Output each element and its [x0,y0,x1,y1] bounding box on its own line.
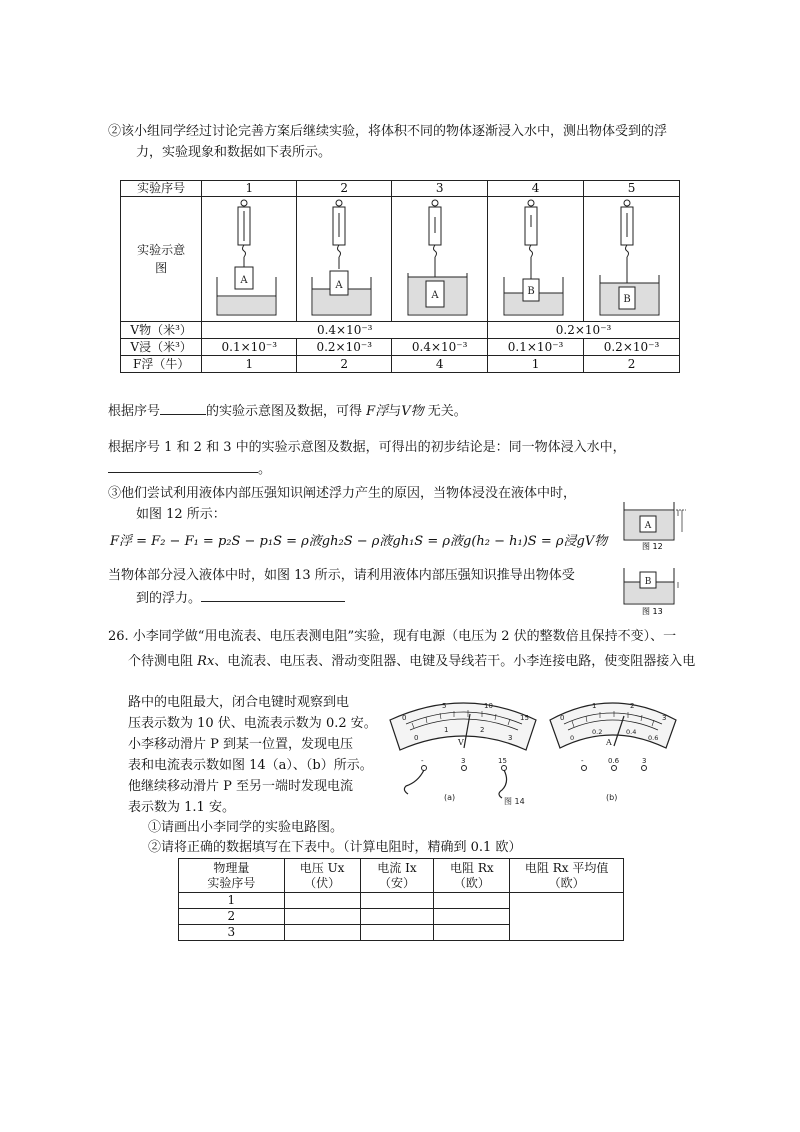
th-quantity-top: 物理量 [213,860,250,875]
line-a-suffix: 的实验示意图及数据，可得 [206,404,363,419]
experiment-diagram-5 [584,197,680,322]
q26-side-line-3: 小李移动滑片 P 到某一位置，发现电压 [128,737,354,752]
table-col-2: 2 [297,181,392,197]
cell-resistance-avg[interactable] [510,893,624,941]
vsub-3: 0.4×10⁻³ [392,339,488,356]
th-resistance-avg [510,859,624,893]
fig13-block-label: B [644,577,652,587]
voltmeter-terminal-3: 3 [461,757,466,765]
q25-para1-line1: ②该小组同学经过讨论完善方案后继续实验，将体积不同的物体逐渐浸入水中，测出物体受到的浮 [108,124,668,139]
q26-line2-b: 、电流表、电压表、滑动变阻器、电键及导线若干。小李连接电路，使变阻器接入电 [214,654,696,669]
th-resistance-top: 电阻 Rx [450,860,494,875]
experiment-diagram-4 [488,197,584,322]
th-voltage-top: 电压 Ux [299,860,345,875]
th-resistance [434,859,510,893]
vsub-1: 0.1×10⁻³ [202,339,297,356]
line-a-f: F浮 [366,404,389,419]
diagram-row-label [121,197,202,322]
f-3: 4 [392,356,488,373]
q25-para4-line2 [136,587,345,609]
cell-resistance-2[interactable] [434,909,510,925]
ammeter-inner-0-4: 0.4 [626,728,637,736]
resistance-data-table [178,858,624,941]
ammeter-inner-0: 0 [570,734,575,742]
voltmeter-outer-0: 0 [402,714,407,722]
experiment-diagram-2 [297,197,392,322]
row-f-label: F浮（牛） [121,356,202,373]
figure-14-meters [384,690,684,810]
ammeter-inner-0-6: 0.6 [648,734,659,742]
q25-line-b: 根据序号 1 和 2 和 3 中的实验示意图及数据，可得出的初步结论是：同一物体浸入水中， [108,440,626,455]
cell-voltage-1[interactable] [284,893,360,909]
q26-side-line-4: 表和电流表示数如图 14（a）、（b）所示。 [128,758,373,773]
block-label-2: A [335,280,343,291]
diagram-label-1: 实验示意 [137,243,186,257]
q26-line2-a: 个待测电阻 [128,654,194,669]
q25-line-a [108,400,467,422]
f-4: 1 [488,356,584,373]
diagram-label-2: 图 [155,261,168,275]
voltmeter-outer-15: 15 [520,714,529,722]
th-voltage [284,859,360,893]
q26-line2 [128,652,695,672]
q25-para1-line2: 力，实验现象和数据如下表所示。 [136,145,332,160]
row-vobj-label: V物（米³） [121,322,202,339]
vsub-5: 0.2×10⁻³ [584,339,680,356]
row-vsub-label: V浸（米³） [121,339,202,356]
voltmeter-terminal-15: 15 [498,757,507,765]
spring-scale-beaker-3 [395,197,485,317]
ammeter-terminal-neg: - [581,757,584,765]
voltmeter-a [390,702,536,802]
ammeter-unit: A [606,738,612,747]
th-current [360,859,434,893]
table-col-4: 4 [488,181,584,197]
table-row-2-label: 2 [179,909,285,925]
voltmeter-outer-5: 5 [442,702,447,710]
ammeter-terminal-0-6: 0.6 [608,757,620,765]
f-2: 2 [297,356,392,373]
table-row-3-label: 3 [179,925,285,941]
cell-current-2[interactable] [360,909,434,925]
line-a-v: V物 [401,404,424,419]
para4-line2-text: 到的浮力。 [136,591,202,606]
line-a-end: 无关。 [427,404,467,419]
fig13-caption: 图 13 [642,607,663,616]
vobj-a-value: 0.4×10⁻³ [202,322,488,339]
block-label-3: A [431,290,439,301]
ammeter-outer-1: 1 [592,702,597,710]
voltmeter-unit: V [458,738,464,747]
th-current-top: 电流 Ix [377,860,417,875]
line-a-and: 与 [388,404,402,419]
answer-blank-conclusion[interactable] [108,458,258,473]
th-current-bottom: （安） [378,875,415,890]
voltmeter-outer-10: 10 [484,702,493,710]
q26-side-line-1: 路中的电阻最大，闭合电键时观察到电 [128,695,350,710]
block-label-4: B [526,286,535,297]
voltmeter-inner-2: 2 [480,726,485,734]
q26-task1: ①请画出小李同学的实验电路图。 [148,820,344,835]
q25-para3-line1: ③他们尝试利用液体内部压强知识阐述浮力产生的原因，当物体浸没在液体中时， [108,486,577,501]
figure-12-diagram [620,492,696,552]
buoyancy-data-table [120,180,680,373]
q26-rx-symbol: Rx [197,654,215,669]
ammeter-terminal-3: 3 [642,757,647,765]
fig12-block-label: A [644,521,652,531]
cell-resistance-3[interactable] [434,925,510,941]
line-b-end: 。 [258,462,272,477]
q25-para3-line2: 如图 12 所示： [136,507,226,522]
block-label-5: B [622,294,631,305]
cell-current-3[interactable] [360,925,434,941]
table-row-1-label: 1 [179,893,285,909]
q25-para4-line1: 当物体部分浸入液体中时，如图 13 所示，请利用液体内部压强知识推导出物体受 [108,568,575,583]
ammeter-outer-3: 3 [662,714,667,722]
voltmeter-inner-3: 3 [508,734,513,742]
cell-voltage-3[interactable] [284,925,360,941]
f-1: 1 [202,356,297,373]
experiment-diagram-3 [392,197,488,322]
table-header-label: 实验序号 [121,181,202,197]
q25-line-b-answer [108,458,271,480]
spring-scale-beaker-1 [204,197,294,317]
ammeter-outer-2: 2 [630,702,635,710]
block-label-1: A [240,275,248,286]
cell-resistance-1[interactable] [434,893,510,909]
th-resistance-bottom: （欧） [453,875,490,890]
voltmeter-inner-1: 1 [444,726,449,734]
q26-task2: ②请将正确的数据填写在下表中。（计算电阻时，精确到 0.1 欧） [148,840,522,855]
fig14-caption: 图 14 [504,797,525,806]
f-5: 2 [584,356,680,373]
q26-side-line-6: 表示数为 1.1 安。 [128,800,235,815]
spring-scale-beaker-5 [587,197,677,317]
line-a-prefix: 根据序号 [108,404,161,419]
cell-current-1[interactable] [360,893,434,909]
th-quantity [179,859,285,893]
q26-side-line-5: 他继续移动滑片 P 至另一端时发现电流 [128,779,354,794]
voltmeter-inner-0: 0 [414,734,419,742]
table-col-1: 1 [202,181,297,197]
spring-scale-beaker-2 [299,197,389,317]
th-avg-top: 电阻 Rx 平均值 [524,860,609,875]
th-avg-bottom: （欧） [548,875,585,890]
th-voltage-bottom: （伏） [304,875,341,890]
ammeter-inner-0-2: 0.2 [592,728,603,736]
vobj-b-value: 0.2×10⁻³ [488,322,680,339]
table-col-3: 3 [392,181,488,197]
vsub-4: 0.1×10⁻³ [488,339,584,356]
experiment-diagram-1 [202,197,297,322]
voltmeter-terminal-neg: - [421,757,424,765]
ammeter-outer-0: 0 [560,714,565,722]
fig14-a-label: (a) [444,793,456,802]
ammeter-b [550,702,676,802]
fig12-caption: 图 12 [642,542,663,551]
answer-blank-seq[interactable] [160,400,206,415]
buoyancy-equation: F浮 = F₂ − F₁ = p₂S − p₁S = ρ液gh₂S − ρ液gh₁S = ρ液g(h₂ − h₁)S = ρ浸gV物 [110,534,608,549]
th-quantity-bottom: 实验序号 [207,875,256,890]
q26-line1: 26. 小李同学做“用电流表、电压表测电阻”实验，现有电源（电压为 2 伏的整数倍且保持不变）、一 [108,629,677,644]
answer-blank-derivation[interactable] [201,587,345,602]
spring-scale-beaker-4 [491,197,581,317]
fig14-b-label: (b) [606,793,618,802]
table-col-5: 5 [584,181,680,197]
vsub-2: 0.2×10⁻³ [297,339,392,356]
figure-13-diagram [620,560,696,616]
cell-voltage-2[interactable] [284,909,360,925]
q26-side-line-2: 压表示数为 10 伏、电流表示数为 0.2 安。 [128,716,377,731]
